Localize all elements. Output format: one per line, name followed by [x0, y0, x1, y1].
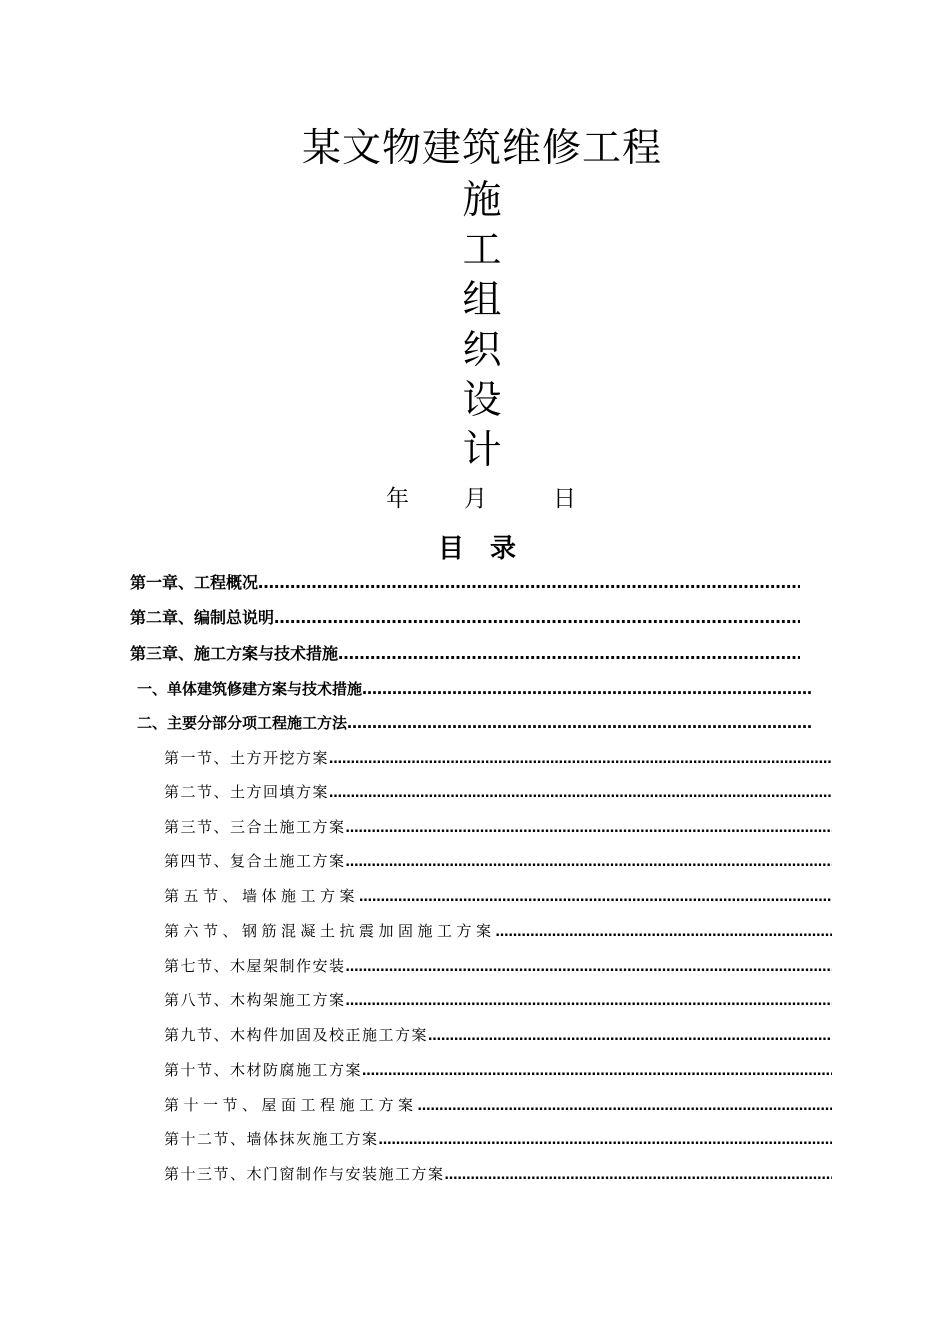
toc-subsection-item[interactable] — [164, 1126, 832, 1152]
toc-dot-leader — [329, 781, 832, 805]
toc-dot-leader — [338, 641, 800, 667]
toc-item-label: 第十三节、木门窗制作与安装施工方案 — [164, 1165, 445, 1183]
toc-subsection-item[interactable] — [164, 1057, 832, 1083]
toc-dot-leader — [346, 989, 832, 1013]
toc-dot-leader — [428, 1024, 832, 1048]
date-day: 日 — [553, 486, 576, 512]
subtitle-char: 织 — [462, 328, 502, 373]
toc-dot-leader — [362, 1059, 832, 1083]
toc-item-label: 第三章、施工方案与技术措施 — [130, 644, 339, 663]
date-line — [0, 482, 950, 516]
toc-dot-leader — [496, 920, 832, 944]
toc-item-label: 第二节、土方回填方案 — [164, 783, 330, 801]
toc-chapter-item[interactable] — [130, 605, 800, 631]
toc-subsection-item[interactable] — [164, 987, 832, 1013]
toc-dot-leader — [379, 1128, 832, 1152]
toc-item-label: 第三节、三合土施工方案 — [164, 818, 346, 836]
toc-subsection-item[interactable] — [164, 918, 832, 944]
toc-item-label: 第二章、编制总说明 — [130, 608, 275, 627]
toc-item-label: 第四节、复合土施工方案 — [164, 852, 346, 870]
toc-dot-leader — [346, 955, 832, 979]
toc-dot-leader — [418, 1094, 832, 1118]
date-year: 年 — [386, 486, 409, 512]
toc-item-label: 一、单体建筑修建方案与技术措施 — [137, 680, 363, 698]
toc-item-label: 第一章、工程概况 — [130, 573, 259, 592]
toc-subsection-item[interactable] — [164, 1161, 832, 1187]
toc-item-label: 第八节、木构架施工方案 — [164, 991, 346, 1009]
toc-subsection-item[interactable] — [164, 779, 832, 805]
toc-item-label: 第九节、木构件加固及校正施工方案 — [164, 1026, 429, 1044]
toc-subsection-item[interactable] — [164, 883, 832, 909]
toc-subsection-item[interactable] — [164, 848, 832, 874]
toc-item-label: 第十节、木材防腐施工方案 — [164, 1061, 363, 1079]
toc-subsection-item[interactable] — [164, 953, 832, 979]
toc-item-label: 第十二节、墙体抹灰施工方案 — [164, 1130, 379, 1148]
toc-dot-leader — [258, 570, 800, 596]
toc-dot-leader — [329, 747, 832, 771]
date-month: 月 — [464, 486, 487, 512]
toc-subsection-item[interactable] — [164, 1022, 832, 1048]
toc-dot-leader — [362, 676, 812, 702]
toc-chapter-item[interactable] — [130, 570, 800, 596]
toc-dot-leader — [346, 850, 832, 874]
subtitle-char: 计 — [462, 428, 502, 473]
toc-item-label: 第六节、钢筋混凝土抗震加固施工方案 — [164, 922, 496, 940]
subtitle-char: 组 — [462, 278, 502, 323]
toc-title: 目 录 — [438, 534, 517, 564]
document-title: 某文物建筑维修工程 — [301, 126, 662, 171]
toc-dot-leader — [445, 1163, 832, 1187]
toc-subsection-item[interactable] — [164, 814, 832, 840]
toc-item-label: 二、主要分部分项工程施工方法 — [137, 714, 348, 732]
toc-section-item[interactable] — [137, 710, 812, 736]
toc-dot-leader — [346, 816, 832, 840]
toc-subsection-item[interactable] — [164, 1092, 832, 1118]
subtitle-char: 设 — [462, 378, 502, 423]
toc-section-item[interactable] — [137, 676, 812, 702]
subtitle-char: 施 — [462, 178, 502, 223]
subtitle-char: 工 — [462, 228, 502, 273]
toc-dot-leader — [347, 710, 812, 736]
toc-item-label: 第十一节、屋面工程施工方案 — [164, 1096, 418, 1114]
toc-dot-leader — [359, 885, 832, 909]
toc-item-label: 第五节、墙体施工方案 — [164, 887, 360, 905]
toc-item-label: 第七节、木屋架制作安装 — [164, 957, 346, 975]
toc-dot-leader — [274, 605, 800, 631]
toc-subsection-item[interactable] — [164, 745, 832, 771]
toc-item-label: 第一节、土方开挖方案 — [164, 749, 330, 767]
toc-chapter-item[interactable] — [130, 641, 800, 667]
